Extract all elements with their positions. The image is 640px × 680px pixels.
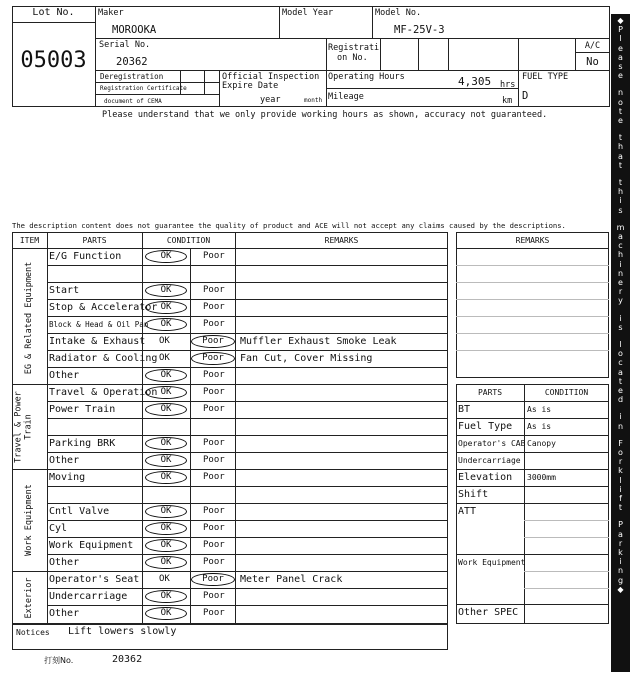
spec-condition: As is bbox=[527, 405, 552, 414]
poor-option[interactable]: Poor bbox=[203, 523, 225, 533]
operating-hours-value: 4,305 bbox=[458, 75, 492, 88]
row-part: Operator's Seat bbox=[49, 574, 140, 585]
spec-row bbox=[456, 469, 609, 486]
poor-option[interactable]: Poor bbox=[203, 591, 225, 601]
row-part: Cntl Valve bbox=[49, 506, 110, 517]
hours-notice: Please understand that we only provide working hours as shown, accuracy not guaranteed. bbox=[102, 110, 548, 120]
poor-option[interactable]: Poor bbox=[203, 302, 225, 312]
poor-option[interactable]: Poor bbox=[203, 319, 225, 329]
spec-row bbox=[456, 418, 609, 435]
row-part: Other bbox=[49, 370, 80, 381]
row-part: Stop & Accelerator bbox=[49, 302, 158, 313]
group-exterior: Exterior bbox=[24, 577, 34, 619]
ac-value: No bbox=[586, 56, 599, 68]
disclaimer: The description content does not guarantee the quality of product and ACE will not accept any claims caused by the descriptions. bbox=[12, 221, 566, 230]
row-part: Cyl bbox=[49, 523, 68, 534]
table-row bbox=[47, 571, 448, 588]
table-row bbox=[47, 384, 448, 401]
ok-option[interactable]: OK bbox=[145, 454, 187, 467]
row-part: Intake & Exhaust bbox=[49, 336, 146, 347]
model-no-value: MF-25V-3 bbox=[394, 24, 445, 36]
row-remark: Fan Cut, Cover Missing bbox=[240, 353, 373, 364]
spec-header-parts: PARTS bbox=[477, 388, 503, 397]
notices-value: Lift lowers slowly bbox=[68, 626, 177, 637]
row-part: Moving bbox=[49, 472, 86, 483]
stamp-label: 打刻No. bbox=[44, 656, 74, 665]
poor-option[interactable]: Poor bbox=[191, 352, 235, 365]
poor-option[interactable]: Poor bbox=[203, 404, 225, 414]
ok-option[interactable]: OK bbox=[159, 353, 170, 363]
model-year-label: Model Year bbox=[282, 8, 334, 18]
ok-option[interactable]: OK bbox=[145, 301, 187, 314]
table-row bbox=[47, 367, 448, 384]
group-eg-related: EG & Related Equipment bbox=[24, 261, 34, 375]
group-travel-power-2: Train bbox=[23, 414, 34, 440]
km-unit: km bbox=[502, 96, 513, 106]
table-row bbox=[47, 520, 448, 537]
poor-option[interactable]: Poor bbox=[203, 472, 225, 482]
table-row bbox=[47, 316, 448, 333]
mileage-label: Mileage bbox=[328, 92, 364, 102]
row-part: Parking BRK bbox=[49, 438, 116, 449]
row-part: Work Equipment bbox=[49, 540, 134, 551]
table-row bbox=[47, 282, 448, 299]
row-part: E/G Function bbox=[49, 251, 122, 262]
row-part: Other bbox=[49, 455, 80, 466]
ok-option[interactable]: OK bbox=[159, 336, 170, 346]
spec-row bbox=[456, 503, 609, 520]
row-part: Power Train bbox=[49, 404, 116, 415]
spec-condition: Canopy bbox=[527, 439, 556, 448]
row-part: Undercarriage bbox=[49, 591, 128, 602]
ok-option[interactable]: OK bbox=[145, 539, 187, 552]
ok-option[interactable]: OK bbox=[145, 250, 187, 263]
spec-part: Shift bbox=[458, 489, 489, 500]
spec-part: BT bbox=[458, 404, 471, 415]
hrs-unit: hrs bbox=[500, 80, 516, 90]
sidebar-text bbox=[611, 14, 612, 15]
spec-part: Other SPEC bbox=[458, 607, 519, 618]
poor-option[interactable]: Poor bbox=[203, 251, 225, 261]
year-label: year bbox=[260, 95, 281, 105]
poor-option[interactable]: Poor bbox=[203, 608, 225, 618]
serial-no-label: Serial No. bbox=[99, 40, 151, 50]
spec-row bbox=[456, 554, 609, 571]
spec-part: Undercarriage bbox=[458, 456, 521, 465]
poor-option[interactable]: Poor bbox=[203, 557, 225, 567]
cema-label: document of CEMA bbox=[104, 98, 162, 105]
group-travel-power-1: Travel & Power bbox=[13, 391, 24, 463]
table-row bbox=[47, 435, 448, 452]
spec-part: Fuel Type bbox=[458, 421, 513, 432]
table-row bbox=[47, 299, 448, 316]
table-row bbox=[47, 588, 448, 605]
row-part: Other bbox=[49, 608, 80, 619]
row-remark: Meter Panel Crack bbox=[240, 574, 343, 585]
ok-option[interactable]: OK bbox=[145, 318, 187, 331]
table-row bbox=[47, 537, 448, 554]
spec-row bbox=[456, 452, 609, 469]
maker-value: MOROOKA bbox=[112, 24, 157, 36]
poor-option[interactable]: Poor bbox=[203, 370, 225, 380]
ok-option[interactable]: OK bbox=[145, 505, 187, 518]
row-part: Radiator & Cooling bbox=[49, 353, 158, 364]
table-row bbox=[47, 486, 448, 503]
maker-label: Maker bbox=[98, 8, 124, 18]
poor-option[interactable]: Poor bbox=[203, 540, 225, 550]
lot-no-label: Lot No. bbox=[32, 7, 75, 18]
spec-part: Work Equipment bbox=[458, 558, 526, 567]
table-row bbox=[47, 265, 448, 282]
poor-option[interactable]: Poor bbox=[191, 335, 235, 348]
ac-label: A/C bbox=[584, 41, 601, 51]
fuel-type-label: FUEL TYPE bbox=[522, 72, 569, 82]
inspection-label-1: Official Inspection bbox=[222, 72, 320, 82]
poor-option[interactable]: Poor bbox=[203, 387, 225, 397]
row-part: Other bbox=[49, 557, 80, 568]
row-remark: Muffler Exhaust Smoke Leak bbox=[240, 336, 397, 347]
ok-option[interactable]: OK bbox=[159, 574, 170, 584]
spec-part: Elevation bbox=[458, 472, 513, 483]
table-row bbox=[47, 350, 448, 367]
ok-option[interactable]: OK bbox=[145, 607, 187, 620]
poor-option[interactable]: Poor bbox=[203, 455, 225, 465]
table-row bbox=[47, 333, 448, 350]
registration-label-1: Registrati bbox=[328, 43, 380, 53]
spec-header-condition: CONDITION bbox=[544, 388, 589, 397]
poor-option[interactable]: Poor bbox=[203, 438, 225, 448]
spec-row bbox=[456, 486, 609, 503]
right-remarks-header: REMARKS bbox=[515, 236, 550, 245]
table-row bbox=[47, 401, 448, 418]
table-row bbox=[47, 605, 448, 622]
table-row bbox=[47, 469, 448, 486]
operating-hours-label: Operating Hours bbox=[328, 72, 405, 82]
deregistration-label: Deregistration bbox=[100, 72, 164, 81]
spec-part: ATT bbox=[458, 506, 477, 517]
spec-row bbox=[456, 604, 609, 621]
table-row bbox=[47, 503, 448, 520]
table-row bbox=[47, 418, 448, 435]
ok-option[interactable]: OK bbox=[145, 522, 187, 535]
notices-label: Notices bbox=[16, 628, 50, 637]
table-row bbox=[47, 452, 448, 469]
group-work-equipment: Work Equipment bbox=[24, 484, 34, 556]
spec-row bbox=[456, 401, 609, 418]
header-parts: PARTS bbox=[82, 236, 107, 245]
spec-condition: 3000mm bbox=[527, 473, 556, 482]
header-remarks: REMARKS bbox=[324, 236, 359, 245]
registration-cert-label: Registration Certificate bbox=[100, 85, 187, 92]
ok-option[interactable]: OK bbox=[145, 386, 187, 399]
poor-option[interactable]: Poor bbox=[191, 573, 235, 586]
fuel-type-value: D bbox=[522, 90, 529, 102]
spec-row bbox=[456, 435, 609, 452]
model-no-label: Model No. bbox=[375, 8, 422, 18]
ok-option[interactable]: OK bbox=[145, 471, 187, 484]
table-row bbox=[47, 248, 448, 265]
location-sidebar: ◆ P l e a s e n o t e t h a t t h i s m a c h i n e r y i s l o c a t e d i n F o r k l i f t P a r k i n g ◆ bbox=[611, 14, 630, 672]
table-row bbox=[47, 554, 448, 571]
ok-option[interactable]: OK bbox=[145, 369, 187, 382]
row-part: Start bbox=[49, 285, 80, 296]
stamp-value: 20362 bbox=[112, 654, 143, 665]
poor-option[interactable]: Poor bbox=[203, 506, 225, 516]
inspection-label-2: Expire Date bbox=[222, 81, 279, 91]
serial-no-value: 20362 bbox=[116, 56, 148, 68]
ok-option[interactable]: OK bbox=[145, 437, 187, 450]
ok-option[interactable]: OK bbox=[145, 284, 187, 297]
month-label: month bbox=[304, 97, 323, 104]
ok-option[interactable]: OK bbox=[145, 403, 187, 416]
spec-part: Operator's CAB bbox=[458, 439, 526, 448]
header-item: ITEM bbox=[19, 236, 40, 245]
poor-option[interactable]: Poor bbox=[203, 285, 225, 295]
right-remarks-box bbox=[456, 232, 609, 378]
row-part: Block & Head & Oil Pan bbox=[49, 320, 149, 329]
spec-condition: As is bbox=[527, 422, 552, 431]
header-condition: CONDITION bbox=[166, 236, 211, 245]
registration-label-2: on No. bbox=[337, 53, 368, 63]
lot-no-value: 05003 bbox=[20, 48, 87, 73]
ok-option[interactable]: OK bbox=[145, 556, 187, 569]
row-part: Travel & Operation bbox=[49, 387, 158, 398]
ok-option[interactable]: OK bbox=[145, 590, 187, 603]
